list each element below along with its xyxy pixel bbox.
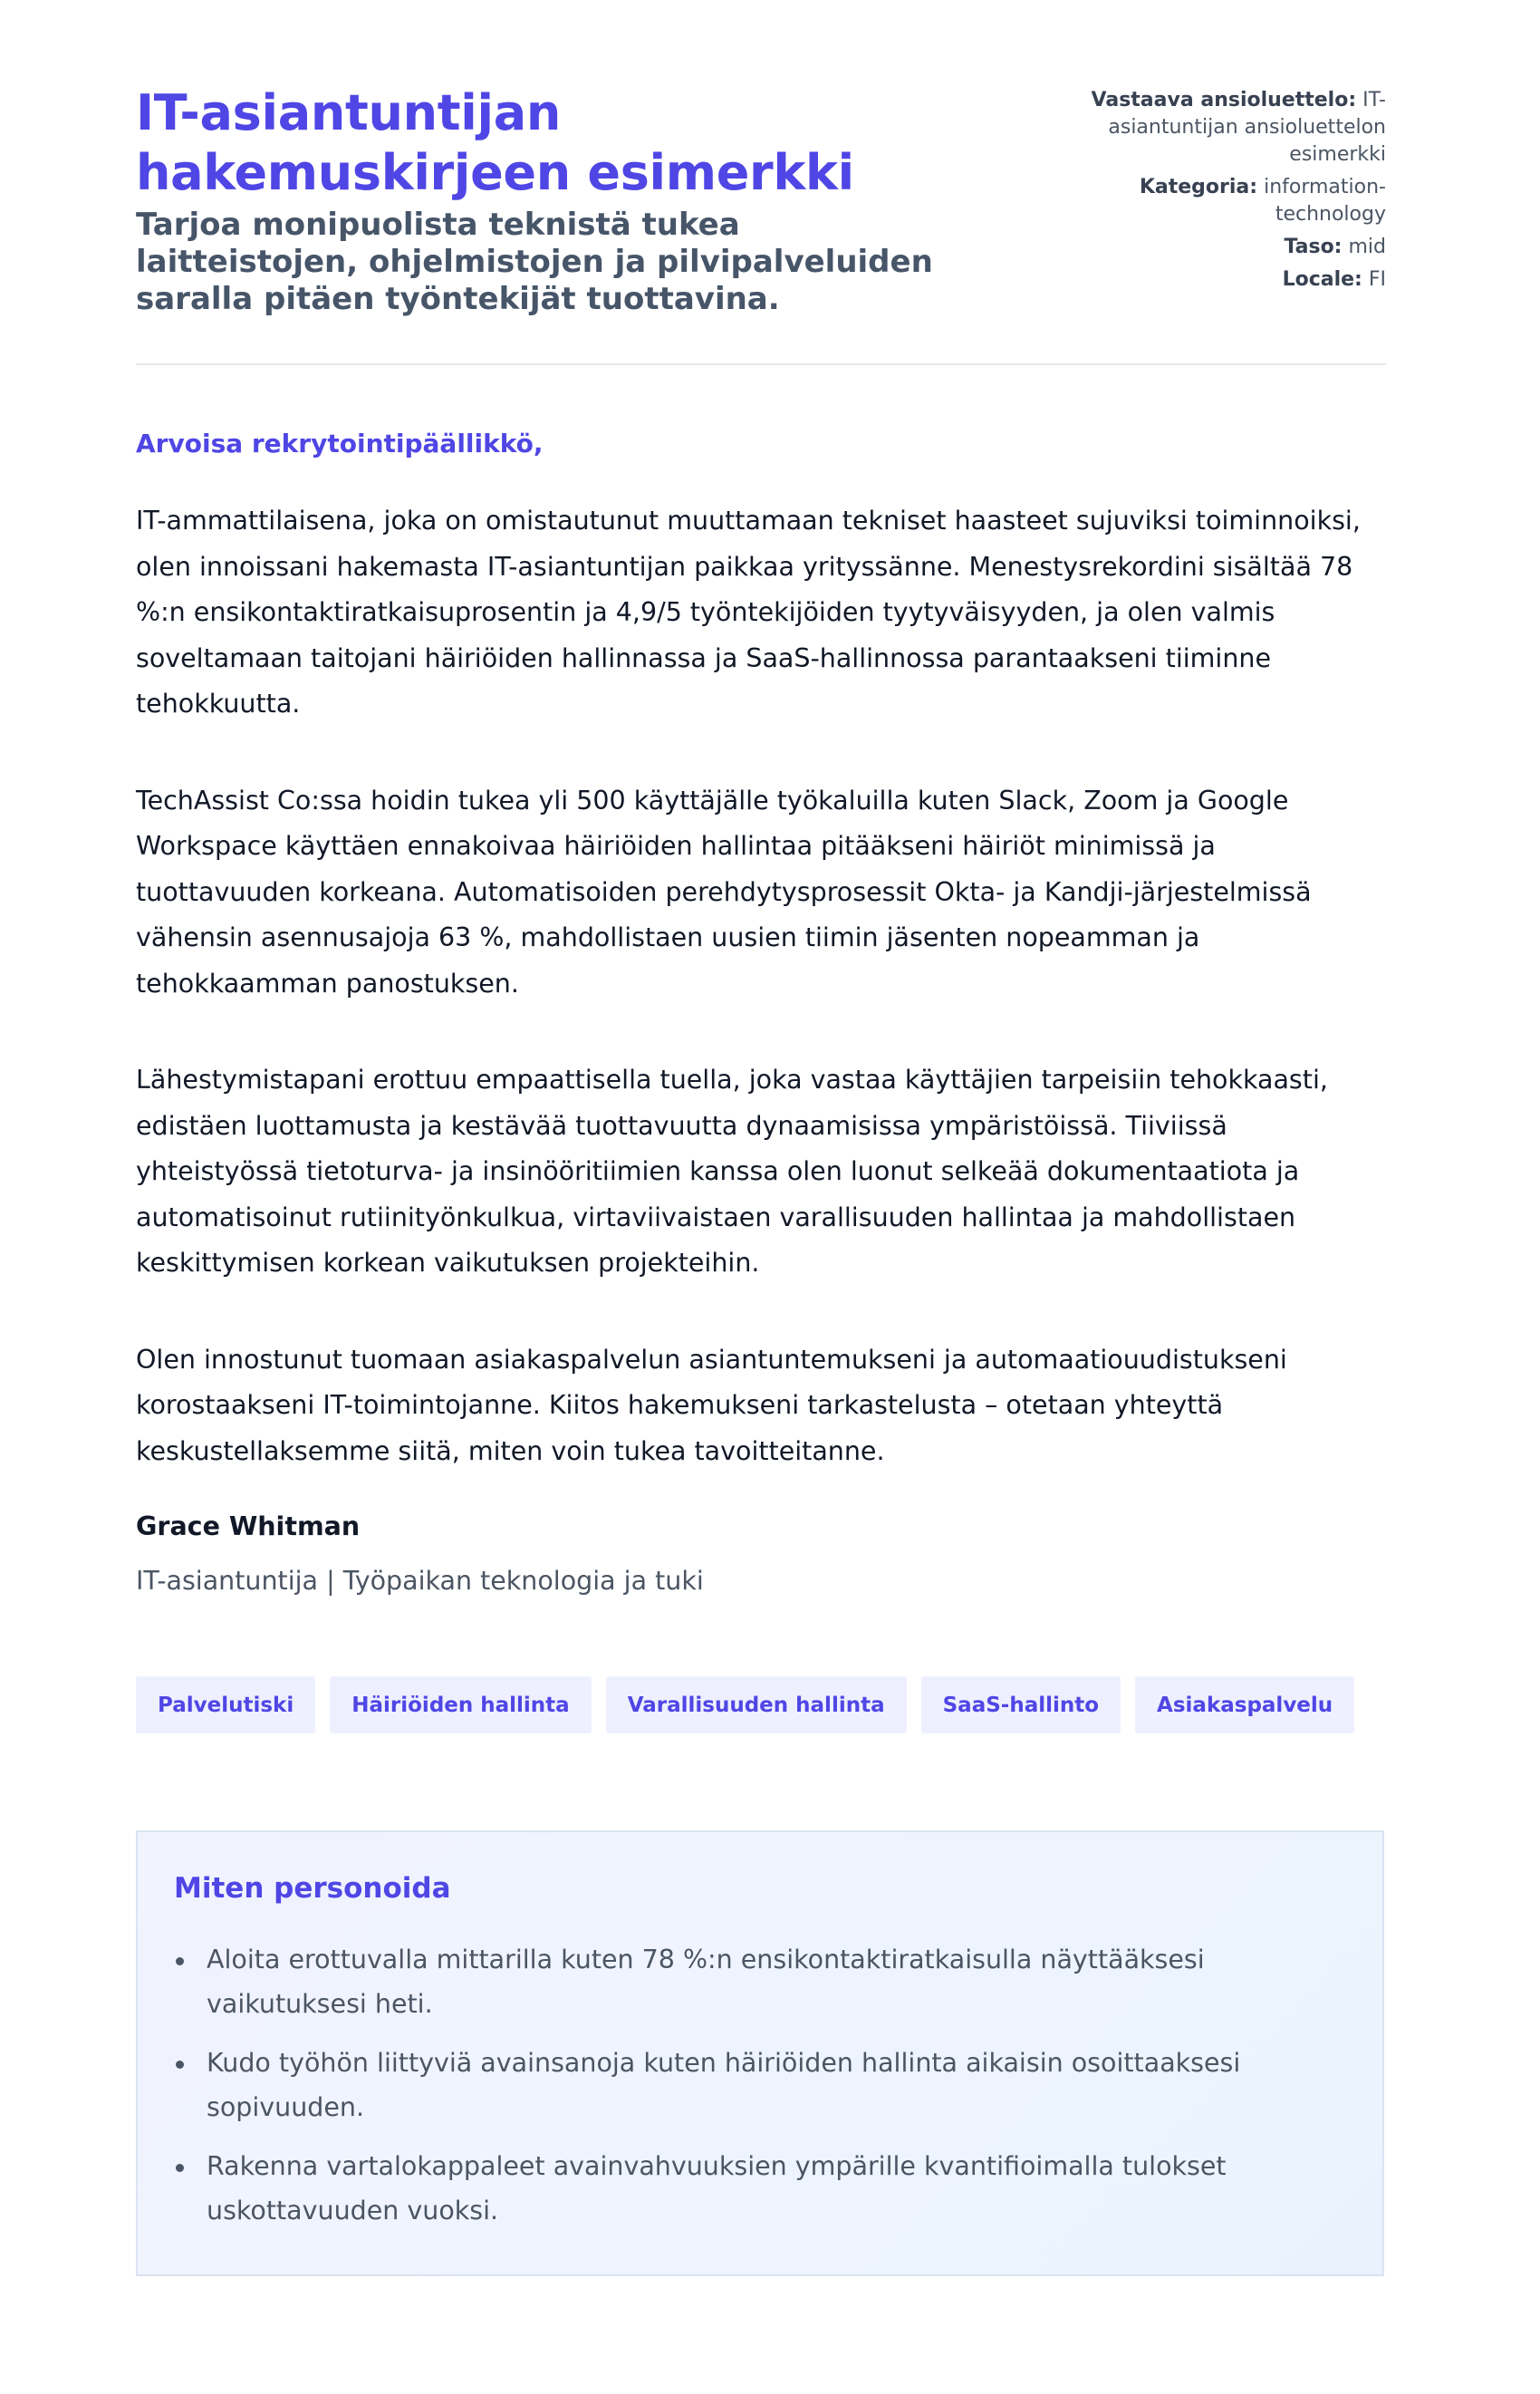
meta-level [1087,234,1386,261]
bullet-icon [176,1957,184,1965]
skill-tag: Häiriöiden hallinta [330,1676,591,1733]
meta-value: mid [1348,236,1386,258]
meta-value: FI [1368,268,1386,291]
skill-tag: Varallisuuden hallinta [606,1676,907,1733]
letter-paragraph: Olen innostunut tuomaan asiakaspalvelun asiantuntemukseni ja automaatiouudistukseni korostaakseni IT-toimintojanne. Kiitos hakemukseni tarkastelusta – otetaan yhteyttä keskustellaksemme siitä, miten voin tukea tavoitteitanne. [136,1344,1287,1466]
meta-label: Vastaava ansioluettelo: [1091,89,1357,111]
header-divider [136,363,1386,365]
letter-paragraph: IT-ammattilaisena, joka on omistautunut muuttamaan tekniset haasteet sujuviksi toiminnoiksi, olen innoissani hakemasta IT-asiantuntijan paikkaa yrityssänne. Menestysrekordini sisältää 78 %:n ensikontaktiratkaisuprosentin ja 4,9/5 työntekijöiden tyytyväisyyden, ja olen valmis soveltamaan taitojani häiriöiden hallinnassa ja SaaS-hallinnossa parantaakseni tiiminne tehokkuutta. [136,506,1361,719]
page-subtitle: Tarjoa monipuolista teknistä tukea laitteistojen, ohjelmistojen ja pilvipalveluiden saralla pitäen työntekijät tuottavina. [136,207,933,317]
tips-title: Miten personoida [174,1872,451,1905]
meta-label: Locale: [1282,268,1362,291]
page-title: IT-asiantuntijan hakemuskirjeen esimerkki [136,84,854,201]
meta-value: information-technology [1264,176,1386,226]
tip-text: Rakenna vartalokappaleet avainvahvuuksien ympärille kvantifioimalla tulokset uskottavuuden vuoksi. [207,2151,1227,2225]
skill-tags [136,1676,1354,1733]
tip-item [174,2041,1343,2129]
skill-tag: Asiakaspalvelu [1135,1676,1354,1733]
skill-tag: Palvelutiski [136,1676,315,1733]
meta-label: Kategoria: [1139,176,1258,198]
meta-related-resume [1087,87,1386,169]
tip-text: Kudo työhön liittyviä avainsanoja kuten häiriöiden hallinta aikaisin osoittaaksesi sopivuuden. [207,2048,1241,2122]
personalization-tips-box [136,1830,1384,2276]
signature-name: Grace Whitman [136,1511,361,1541]
bullet-icon [176,2164,184,2172]
document-meta [1087,87,1386,299]
meta-label: Taso: [1284,236,1343,258]
page-header [136,83,1386,364]
letter-salutation: Arvoisa rekrytointipäällikkö, [136,429,544,459]
tip-text: Aloita erottuvalla mittarilla kuten 78 %:n ensikontaktiratkaisulla näyttääksesi vaikutuksesi heti. [207,1945,1205,2019]
bullet-icon [176,2061,184,2069]
meta-value: IT-asiantuntijan ansioluettelon esimerkki [1108,89,1386,166]
meta-category [1087,174,1386,228]
tips-list [174,1937,1343,2247]
tip-item [174,1937,1343,2026]
letter-paragraph: Lähestymistapani erottuu empaattisella tuella, joka vastaa käyttäjien tarpeisiin tehokkaasti, edistäen luottamusta ja kestävää tuottavuutta dynaamisissa ympäristöissä. Tiiviissä yhteistyössä tietoturva- ja insinööritiimien kanssa olen luonut selkeää dokumentaatiota ja automatisoinut rutiinityönkulkua, virtaviivaistaen varallisuuden hallintaa ja mahdollistaen keskittymisen korkean vaikutuksen projekteihin. [136,1065,1328,1278]
meta-locale [1087,266,1386,294]
letter-body [136,498,1386,1525]
tip-item [174,2144,1343,2233]
skill-tag: SaaS-hallinto [921,1676,1121,1733]
signature-role: IT-asiantuntija | Työpaikan teknologia ja tuki [136,1566,704,1596]
letter-paragraph: TechAssist Co:ssa hoidin tukea yli 500 käyttäjälle työkaluilla kuten Slack, Zoom ja Google Workspace käyttäen ennakoivaa häiriöiden hallintaa pitääkseni häiriöt minimissä ja tuottavuuden korkeana. Automatisoiden perehdytysprosessit Okta- ja Kandji-järjestelmissä vähensin asennusajoja 63 %, mahdollistaen uusien tiimin jäsenten nopeamman ja tehokkaamman panostuksen. [136,785,1312,999]
